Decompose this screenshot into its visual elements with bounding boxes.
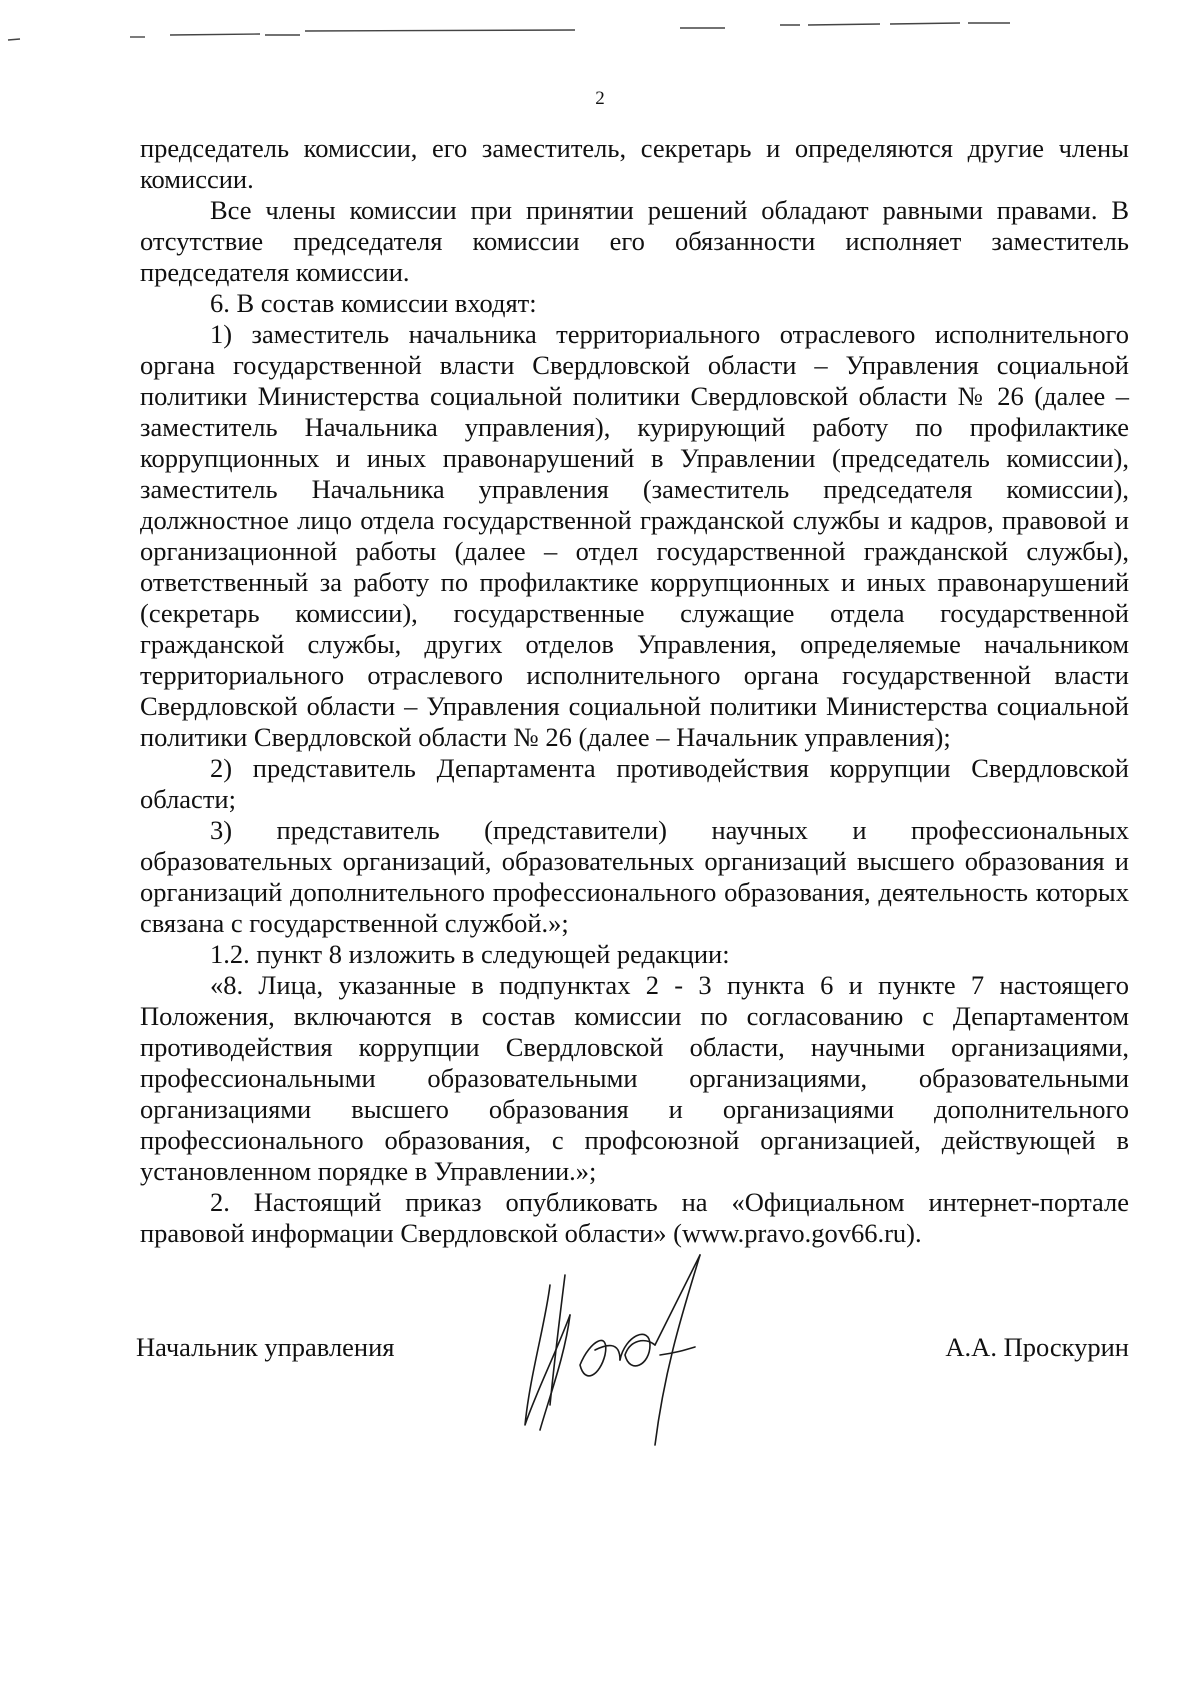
paragraph-continuation: председатель комиссии, его заместитель, секретарь и определяются другие члены комиссии. bbox=[140, 133, 1129, 194]
paragraph-clause-8: «8. Лица, указанные в подпунктах 2 - 3 пункта 6 и пункте 7 настоящего Положения, включаются в состав комиссии по согласованию с Департаментом противодействия коррупции Свердловской области, научными организациями, профессиональными образовательными организациями, образовательными организациями высшего образования и организациями дополнительного профессионального образования, с профсоюзной организацией, действующей в установленном порядке в Управлении.»; bbox=[140, 970, 1129, 1186]
paragraph-subclause-1: 1) заместитель начальника территориального отраслевого исполнительного органа государственной власти Свердловской области – Управления социальной политики Министерства социальной политики Свердловской области № 26 (далее – заместитель Начальника управления), курирующий работу по профилактике коррупционных и иных правонарушений в Управлении (председатель комиссии), заместитель Начальника управления (заместитель председателя комиссии), должностное лицо отдела государственной гражданской службы и кадров, правовой и организационной работы (далее – отдел государственной гражданской службы), ответственный за работу по профилактике коррупционных и иных правонарушений (секретарь комиссии), государственные служащие отдела государственной гражданской службы, других отделов Управления, определяемые начальником территориального отраслевого исполнительного органа государственной власти Свердловской области – Управления социальной политики Министерства социальной политики Свердловской области № 26 (далее – Начальник управления); bbox=[140, 319, 1129, 752]
paragraph-clause-6: 6. В состав комиссии входят: bbox=[210, 288, 537, 318]
handwritten-signature bbox=[510, 1245, 750, 1465]
signatory-title: Начальник управления bbox=[136, 1332, 395, 1362]
paragraph-subclause-2: 2) представитель Департамента противодействия коррупции Свердловской области; bbox=[140, 753, 1129, 814]
scan-artifact-lines bbox=[0, 0, 1200, 60]
paragraph-equal-rights: Все члены комиссии при принятии решений обладают равными правами. В отсутствие председателя комиссии его обязанности исполняет заместитель председателя комиссии. bbox=[140, 195, 1129, 287]
paragraph-item-1-2: 1.2. пункт 8 изложить в следующей редакции: bbox=[210, 939, 730, 969]
document-body bbox=[140, 133, 1129, 1249]
page-number: 2 bbox=[595, 88, 605, 109]
signatory-name: А.А. Проскурин bbox=[945, 1332, 1129, 1362]
paragraph-subclause-3: 3) представитель (представители) научных и профессиональных образовательных организаций, образовательных организаций высшего образования и организаций дополнительного профессионального образования, деятельность которых связана с государственной службой.»; bbox=[140, 815, 1129, 938]
paragraph-publication: 2. Настоящий приказ опубликовать на «Официальном интернет-портале правовой информации Свердловской области» (www.pravo.gov66.ru). bbox=[140, 1187, 1129, 1248]
